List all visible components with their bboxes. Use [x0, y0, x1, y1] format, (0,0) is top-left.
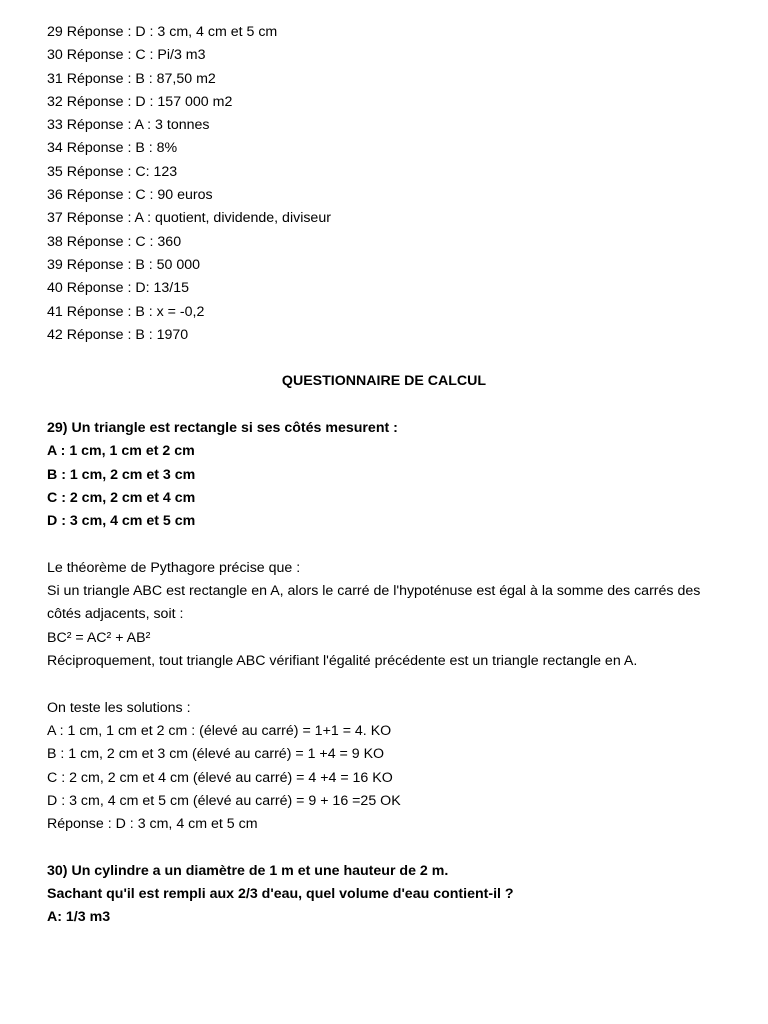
answer-line: 42 Réponse : B : 1970 — [47, 326, 189, 343]
answer-line: 35 Réponse : C: 123 — [47, 163, 178, 180]
question-text: 29) Un triangle est rectangle si ses côtés mesurent : — [47, 420, 398, 437]
spacer — [47, 534, 737, 557]
answer-line: 41 Réponse : B : x = -0,2 — [47, 303, 205, 320]
answer-line: 37 Réponse : A : quotient, dividende, diviseur — [47, 210, 331, 227]
test-line: D : 3 cm, 4 cm et 5 cm (élevé au carré) = 9 + 16 =25 OK — [47, 792, 401, 809]
answer-line: 39 Réponse : B : 50 000 — [47, 256, 201, 273]
question-text: Sachant qu'il est rempli aux 2/3 d'eau, quel volume d'eau contient-il ? — [47, 885, 514, 902]
option-a: A : 1 cm, 1 cm et 2 cm — [47, 443, 195, 460]
document-page — [47, 21, 737, 930]
question-30 — [47, 860, 737, 930]
explanation-intro: Le théorème de Pythagore précise que : — [47, 559, 301, 576]
explanation-converse: Réciproquement, tout triangle ABC vérifiant l'égalité précédente est un triangle rectangle en A. — [47, 653, 638, 670]
test-line: A : 1 cm, 1 cm et 2 cm : (élevé au carré) = 1+1 = 4. KO — [47, 722, 392, 739]
explanation-statement: Si un triangle ABC est rectangle en A, alors le carré de l'hypoténuse est égal à la somme des carrés des côtés adjacents, soit : — [47, 583, 701, 623]
tests-intro: On teste les solutions : — [47, 699, 191, 716]
spacer — [47, 394, 737, 417]
question-29 — [47, 417, 737, 836]
question-text: 30) Un cylindre a un diamètre de 1 m et une hauteur de 2 m. — [47, 862, 449, 879]
answer-line: 30 Réponse : C : Pi/3 m3 — [47, 47, 206, 64]
answer-line: 40 Réponse : D: 13/15 — [47, 280, 189, 297]
answer-line: 29 Réponse : D : 3 cm, 4 cm et 5 cm — [47, 24, 278, 40]
answer-line: 32 Réponse : D : 157 000 m2 — [47, 93, 233, 110]
spacer — [47, 347, 737, 370]
option-b: B : 1 cm, 2 cm et 3 cm — [47, 466, 196, 483]
section-title: QUESTIONNAIRE DE CALCUL — [281, 373, 487, 390]
test-line: C : 2 cm, 2 cm et 4 cm (élevé au carré) = 4 +4 = 16 KO — [47, 769, 393, 786]
option-c: C : 2 cm, 2 cm et 4 cm — [47, 489, 196, 506]
option-a: A: 1/3 m3 — [47, 909, 111, 926]
answer-line: 34 Réponse : B : 8% — [47, 140, 178, 157]
spacer — [47, 836, 737, 859]
answer-list — [47, 21, 737, 347]
answer-line: 33 Réponse : A : 3 tonnes — [47, 117, 210, 134]
test-line: B : 1 cm, 2 cm et 3 cm (élevé au carré) = 1 +4 = 9 KO — [47, 746, 385, 763]
spacer — [47, 673, 737, 696]
answer-line: 38 Réponse : C : 360 — [47, 233, 182, 250]
final-answer: Réponse : D : 3 cm, 4 cm et 5 cm — [47, 816, 258, 833]
answer-line: 31 Réponse : B : 87,50 m2 — [47, 70, 216, 87]
option-d: D : 3 cm, 4 cm et 5 cm — [47, 513, 196, 530]
pythagoras-formula: BC² = AC² + AB² — [47, 629, 151, 646]
answer-line: 36 Réponse : C : 90 euros — [47, 187, 213, 204]
